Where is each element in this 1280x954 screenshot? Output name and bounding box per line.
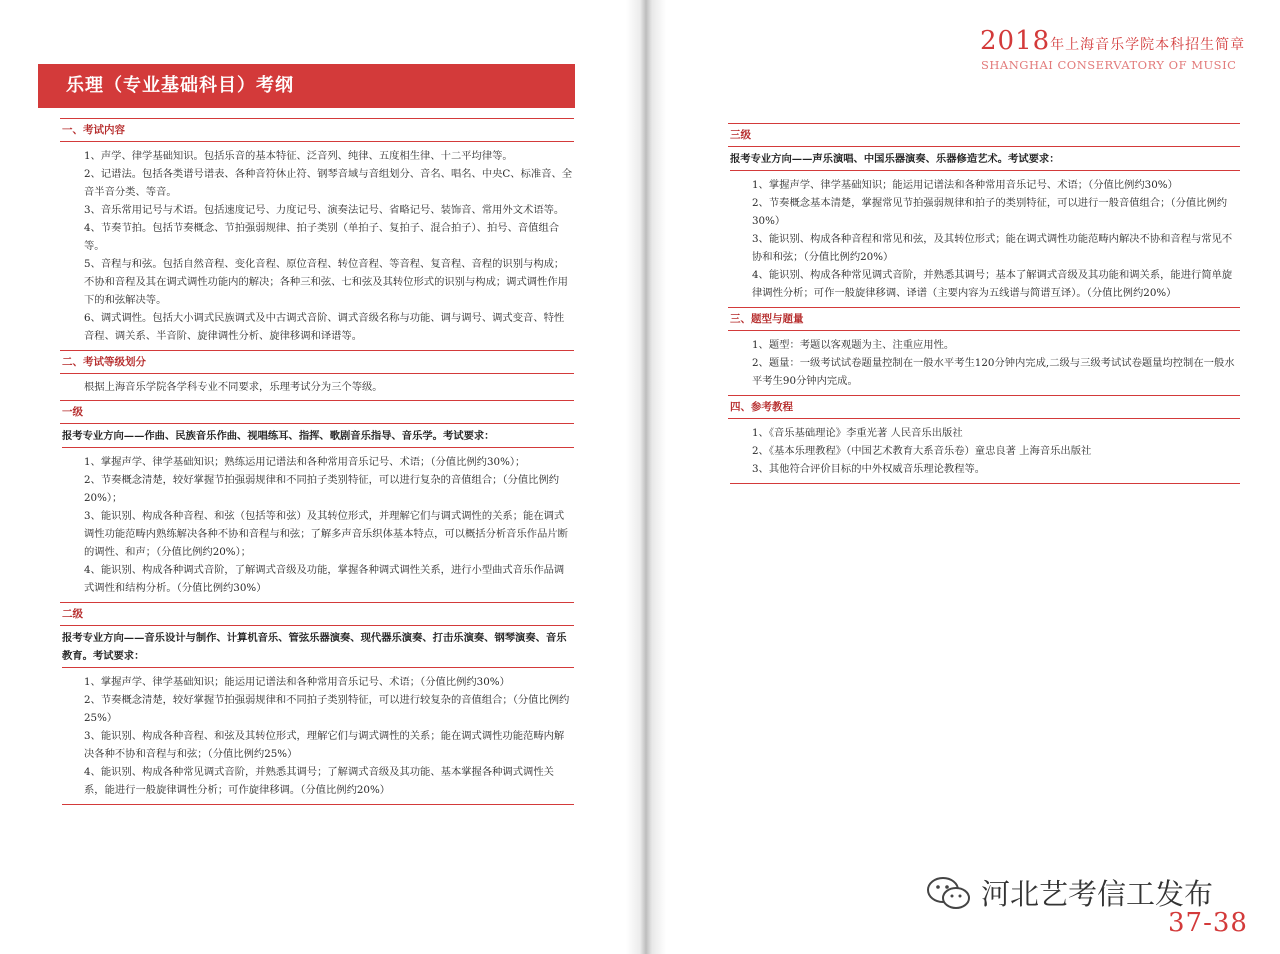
left-column xyxy=(62,118,574,805)
list-item: 1、《音乐基础理论》李重光著 人民音乐出版社 xyxy=(752,427,963,439)
page-numbers: 37-38 xyxy=(1168,908,1248,938)
watermark xyxy=(925,872,1213,913)
book-gutter xyxy=(626,0,666,954)
level2-heading: 二级 xyxy=(60,602,574,626)
list-item: 2、节奏概念清楚，较好掌握节拍强弱规律和不同拍子类别特征，可以进行复杂的音值组合；（分值比例约20%）； xyxy=(84,474,560,504)
section-exam-levels-heading: 二、考试等级划分 xyxy=(60,350,574,374)
level3-list xyxy=(730,171,1240,307)
section-references-heading: 四、参考教程 xyxy=(728,395,1240,419)
list-item: 2、节奏概念清楚，较好掌握节拍强弱规律和不同拍子类别特征，可以进行较复杂的音值组合；（分值比例约25%） xyxy=(84,694,570,724)
list-item: 2、题量：一级考试试卷题量控制在一般水平考生120分钟内完成,二级与三级考试试卷题量均控制在一般水平考生90分钟内完成。 xyxy=(752,357,1235,387)
list-item: 1、题型：考题以客观题为主、注重应用性。 xyxy=(752,339,955,351)
level3-heading: 三级 xyxy=(728,123,1240,147)
list-item: 4、能识别、构成各种调式音阶，了解调式音级及功能，掌握各种调式调性关系，进行小型曲式音乐作品调式调性和结构分析。（分值比例约30%） xyxy=(84,564,565,594)
right-column xyxy=(730,123,1240,484)
list-item: 1、掌握声学、律学基础知识；熟练运用记谱法和各种常用音乐记号、术语；（分值比例约30%）； xyxy=(84,456,526,468)
list-item: 4、能识别、构成各种常见调式音阶，并熟悉其调号；了解调式音级及其功能、基本掌握各种调式调性关系，能进行一般旋律调性分析；可作旋律移调。（分值比例约20%） xyxy=(84,766,554,796)
list-item: 2、节奏概念基本清楚，掌握常见节拍强弱规律和拍子的类别特征，可以进行一般音值组合；（分值比例约30%） xyxy=(752,197,1228,227)
list-item: 4、节奏节拍。包括节奏概念、节拍强弱规律、拍子类别（单拍子、复拍子、混合拍子）、拍号、音值组合等。 xyxy=(84,222,560,252)
list-item: 3、其他符合评价目标的中外权威音乐理论教程等。 xyxy=(752,463,986,475)
level2-list xyxy=(62,668,574,805)
section-question-types-heading: 三、题型与题量 xyxy=(728,307,1240,331)
header-title-en: SHANGHAI CONSERVATORY OF MUSIC xyxy=(981,58,1237,72)
wechat-icon xyxy=(925,873,973,913)
list-item: 1、声学、律学基础知识。包括乐音的基本特征、泛音列、纯律、五度相生律、十二平均律等。 xyxy=(84,150,513,162)
section-exam-content-heading: 一、考试内容 xyxy=(60,118,574,142)
list-item: 5、音程与和弦。包括自然音程、变化音程、原位音程、转位音程、等音程、复音程、音程的识别与构成；不协和音程及其在调式调性功能内的解决；各种三和弦、七和弦及其转位形式的识别与构成；调式调性作用下的和弦解决等。 xyxy=(84,258,568,306)
level1-heading: 一级 xyxy=(60,400,574,424)
list-item: 3、音乐常用记号与术语。包括速度记号、力度记号、演奏法记号、省略记号、装饰音、常用外文术语等。 xyxy=(84,204,565,216)
header-year: 2018 xyxy=(980,26,1051,56)
list-item: 3、能识别、构成各种音程和常见和弦，及其转位形式；能在调式调性功能范畴内解决不协和音程与常见不协和和弦；（分值比例约20%） xyxy=(752,233,1233,263)
list-item: 3、能识别、构成各种音程、和弦（包括等和弦）及其转位形式，并理解它们与调式调性的关系；能在调式调性功能范畴内熟练解决各种不协和音程与和弦；了解多声音乐织体基本特点，可以概括分析音乐作品片断的调性、和声；（分值比例约20%）； xyxy=(84,510,568,558)
header-title-cn: 年上海音乐学院本科招生简章 xyxy=(1050,37,1246,53)
list-item: 3、能识别、构成各种音程、和弦及其转位形式，理解它们与调式调性的关系；能在调式调性功能范畴内解决各种不协和音程与和弦；（分值比例约25%） xyxy=(84,730,565,760)
exam-content-list xyxy=(62,142,574,350)
exam-levels-text: 根据上海音乐学院各学科专业不同要求，乐理考试分为三个等级。 xyxy=(84,381,383,393)
list-item: 2、记谱法。包括各类谱号谱表、各种音符休止符、钢琴音域与音组划分、音名、唱名、中央C、标准音、全音半音分类、等音。 xyxy=(84,168,573,198)
watermark-text: 河北艺考信工发布 xyxy=(981,877,1214,911)
level3-requirement: 报考专业方向——声乐演唱、中国乐器演奏、乐器修造艺术。考试要求： xyxy=(730,147,1240,171)
list-item: 6、调式调性。包括大小调式民族调式及中古调式音阶、调式音级名称与功能、调与调号、调式变音、特性音程、调关系、半音阶、旋律调性分析、旋律移调和译谱等。 xyxy=(84,312,565,342)
brochure-header xyxy=(980,26,1245,56)
list-item: 4、能识别、构成各种常见调式音阶，并熟悉其调号；基本了解调式音级及其功能和调关系，能进行简单旋律调性分析；可作一般旋律移调、译谱（主要内容为五线谱与简谱互译）。（分值比例约20%） xyxy=(752,269,1233,299)
list-item: 1、掌握声学、律学基础知识；能运用记谱法和各种常用音乐记号、术语；（分值比例约30%） xyxy=(752,179,1178,191)
references-list xyxy=(730,419,1240,484)
level1-requirement: 报考专业方向——作曲、民族音乐作曲、视唱练耳、指挥、歌剧音乐指导、音乐学。考试要求： xyxy=(62,424,574,448)
level2-requirement: 报考专业方向——音乐设计与制作、计算机音乐、管弦乐器演奏、现代器乐演奏、打击乐演奏、钢琴演奏、音乐教育。考试要求： xyxy=(62,626,574,668)
question-types-list xyxy=(730,331,1240,395)
level1-list xyxy=(62,448,574,602)
list-item: 2、《基本乐理教程》（中国艺术教育大系音乐卷）童忠良著 上海音乐出版社 xyxy=(752,445,1092,457)
page-title: 乐理（专业基础科目）考纲 xyxy=(38,64,575,108)
list-item: 1、掌握声学、律学基础知识；能运用记谱法和各种常用音乐记号、术语；（分值比例约30%） xyxy=(84,676,510,688)
